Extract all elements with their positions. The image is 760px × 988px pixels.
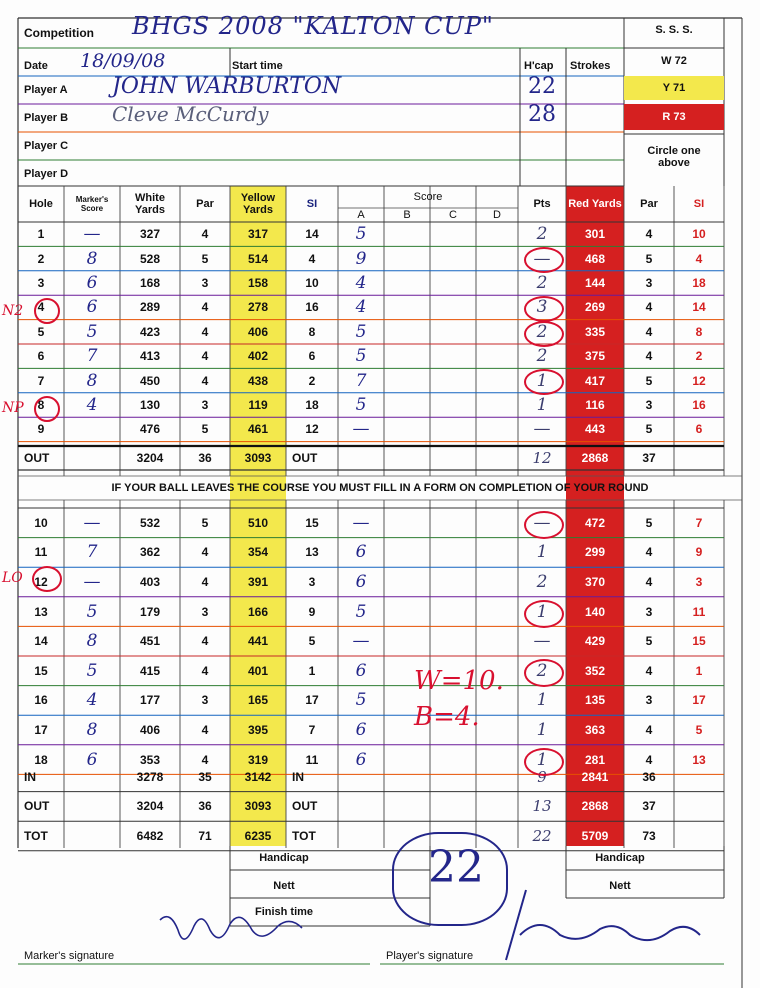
cell-a: 5 (355, 601, 367, 622)
cell-red: 281 (584, 752, 606, 767)
cell-a: 5 (355, 346, 367, 367)
cell-marker: 8 (86, 370, 98, 391)
cell-pts: 1 (536, 542, 548, 563)
cell-par: 3 (201, 397, 209, 412)
cell-yellow: 119 (248, 397, 268, 412)
cell-rsi: 18 (692, 275, 706, 290)
cell-yellow: 3093 (244, 451, 272, 465)
cell-marker: 6 (86, 297, 98, 318)
circled-total: 22 (428, 842, 484, 893)
annotation-n2: N2 (2, 303, 24, 319)
cell-rsi: 4 (695, 251, 703, 266)
cell-white: 532 (139, 515, 161, 530)
cell-rpar: 3 (645, 275, 653, 290)
player-name: Cleve McCurdy (112, 102, 269, 126)
cell-yellow: 317 (247, 227, 269, 242)
cell-white: 406 (139, 722, 161, 737)
cell-si: IN (292, 769, 304, 784)
cell-rsi: 14 (692, 300, 706, 315)
cell-a: 6 (355, 571, 367, 592)
cell-rsi: 13 (692, 752, 706, 767)
annotation-w: W=10. (414, 666, 504, 696)
cell-pts: 1 (536, 394, 548, 415)
cell-rsi: 7 (695, 515, 703, 530)
sss-yellow: Y 71 (624, 76, 724, 100)
cell-a: 5 (355, 394, 367, 415)
cell-par: 4 (201, 663, 209, 678)
column-header-a: A (357, 209, 365, 221)
cell-rpar: 5 (645, 373, 653, 388)
cell-white: 423 (139, 324, 161, 339)
cell-rpar: 4 (645, 227, 653, 242)
cell-red: 2868 (581, 451, 609, 465)
player-label: Player B (24, 112, 69, 124)
cell-red: 472 (584, 515, 606, 530)
column-header-c: C (449, 209, 457, 221)
cell-white: 353 (139, 752, 161, 767)
cell-a: — (352, 631, 370, 652)
cell-red: 2841 (581, 769, 609, 784)
cell-red: 135 (584, 693, 606, 708)
cell-rpar: 4 (645, 722, 653, 737)
cell-yellow: 461 (247, 422, 269, 437)
cell-pts: 3 (536, 297, 548, 318)
cell-rpar: 4 (645, 324, 653, 339)
sss-label: S. S. S. (655, 24, 693, 36)
handicap-label: Handicap (259, 852, 309, 864)
warning-text: IF YOUR BALL LEAVES THE COURSE YOU MUST FILL IN A FORM ON COMPLETION OF YOUR ROUND (111, 482, 649, 494)
cell-marker: — (83, 571, 101, 592)
cell-rpar: 36 (642, 769, 656, 784)
cell-hole: 18 (34, 752, 48, 767)
cell-yellow: 3093 (244, 799, 272, 814)
cell-white: 179 (139, 604, 161, 619)
cell-pts: 13 (532, 797, 552, 816)
cell-par: 5 (201, 422, 209, 437)
cell-pts: 2 (536, 224, 548, 245)
cell-rpar: 3 (645, 397, 653, 412)
cell-hole: 1 (37, 227, 45, 242)
column-header-pts: Pts (533, 198, 551, 210)
cell-si: 13 (305, 545, 319, 560)
cell-red: 5709 (581, 828, 609, 843)
cell-red: 363 (584, 722, 606, 737)
cell-hole: TOT (24, 828, 48, 843)
cell-white: 3204 (136, 451, 164, 465)
competition-label: Competition (24, 26, 94, 40)
cell-red: 269 (584, 300, 606, 315)
cell-pts: — (533, 631, 551, 652)
column-header-hole: Hole (29, 198, 53, 210)
cell-a: 6 (355, 719, 367, 740)
cell-red: 116 (585, 397, 605, 412)
cell-pts: 2 (536, 321, 548, 342)
cell-par: 4 (201, 574, 209, 589)
cell-marker: 4 (86, 690, 98, 711)
cell-par: 4 (201, 752, 209, 767)
cell-si: 17 (305, 693, 319, 708)
cell-pts: 1 (536, 719, 548, 740)
cell-white: 3278 (136, 769, 164, 784)
cell-marker: 8 (86, 719, 98, 740)
cell-red: 2868 (581, 799, 609, 814)
cell-par: 4 (201, 227, 209, 242)
cell-hole: 17 (34, 722, 48, 737)
player-signature-label: Player's signature (386, 950, 474, 962)
column-header-yellow-yards: Yellow Yards (240, 192, 276, 216)
cell-yellow: 278 (247, 300, 269, 315)
cell-pts: 2 (536, 571, 548, 592)
cell-pts: 2 (536, 660, 548, 681)
cell-pts: 2 (536, 272, 548, 293)
hole-4-circle (34, 298, 60, 324)
cell-yellow: 514 (247, 251, 269, 266)
cell-rsi: 3 (695, 574, 703, 589)
cell-rpar: 37 (642, 451, 656, 465)
column-header-b: B (403, 209, 411, 221)
player-label: Player C (24, 140, 69, 152)
cell-white: 451 (139, 634, 161, 649)
cell-white: 327 (139, 227, 161, 242)
cell-par: 4 (201, 324, 209, 339)
cell-marker: 8 (86, 248, 98, 269)
cell-yellow: 354 (247, 545, 269, 560)
cell-red: 443 (584, 422, 606, 437)
cell-si: 12 (305, 422, 319, 437)
cell-par: 3 (201, 275, 209, 290)
cell-pts: 1 (536, 370, 548, 391)
cell-hole: 3 (37, 275, 45, 290)
cell-red: 417 (584, 373, 606, 388)
cell-rpar: 4 (645, 545, 653, 560)
cell-hole: 10 (34, 515, 48, 530)
strokes-label: Strokes (570, 60, 611, 72)
cell-pts: 22 (532, 826, 552, 845)
cell-yellow: 441 (247, 634, 269, 649)
cell-par: 71 (198, 828, 212, 843)
cell-yellow: 438 (247, 373, 269, 388)
cell-rpar: 5 (645, 515, 653, 530)
cell-hole: 8 (37, 397, 45, 412)
cell-yellow: 510 (247, 515, 269, 530)
cell-par: 5 (201, 515, 209, 530)
hole-8-circle (34, 396, 60, 422)
start-time-label: Start time (232, 60, 283, 72)
cell-rpar: 73 (642, 828, 656, 843)
cell-pts: 1 (536, 749, 548, 770)
cell-red: 301 (584, 227, 606, 242)
cell-white: 415 (139, 663, 161, 678)
cell-si: 4 (308, 251, 316, 266)
cell-rsi: 17 (692, 693, 706, 708)
cell-si: 5 (308, 634, 316, 649)
cell-yellow: 395 (247, 722, 269, 737)
cell-white: 476 (139, 422, 161, 437)
annotation-b: B=4. (414, 702, 480, 732)
marker-signature-label: Marker's signature (24, 950, 115, 962)
cell-rsi: 8 (695, 324, 703, 339)
column-header-score: Score (413, 191, 443, 203)
cell-rsi: 16 (692, 397, 706, 412)
cell-si: OUT (292, 799, 318, 814)
cell-par: 3 (201, 693, 209, 708)
column-header-red-par: Par (640, 198, 658, 210)
cell-hole: 11 (34, 545, 48, 560)
cell-rsi: 2 (695, 349, 703, 364)
cell-si: 11 (305, 752, 319, 767)
cell-par: 4 (201, 634, 209, 649)
cell-marker: 5 (86, 321, 98, 342)
cell-red: 140 (584, 604, 606, 619)
cell-yellow: 6235 (244, 828, 272, 843)
cell-si: 15 (305, 515, 319, 530)
cell-white: 6482 (136, 828, 164, 843)
cell-rpar: 4 (645, 349, 653, 364)
annotation-lo: LO (2, 570, 23, 586)
cell-rpar: 4 (645, 663, 653, 678)
cell-hole: 12 (34, 574, 48, 589)
cell-yellow: 402 (247, 349, 269, 364)
cell-red: 352 (584, 663, 606, 678)
red-nett-label: Nett (609, 880, 631, 892)
date-value: 18/09/08 (80, 50, 166, 72)
cell-rpar: 3 (645, 604, 653, 619)
cell-par: 4 (201, 300, 209, 315)
cell-si: 16 (305, 300, 319, 315)
cell-si: 8 (308, 324, 316, 339)
cell-hole: 15 (34, 663, 48, 678)
cell-par: 4 (201, 349, 209, 364)
annotation-np: NP (2, 400, 24, 416)
cell-rsi: 6 (695, 422, 703, 437)
cell-rpar: 5 (645, 634, 653, 649)
cell-par: 4 (201, 722, 209, 737)
cell-hole: 6 (37, 349, 45, 364)
cell-white: 362 (139, 545, 161, 560)
cell-red: 299 (584, 545, 606, 560)
cell-pts: 9 (537, 767, 547, 786)
cell-red: 429 (584, 634, 606, 649)
cell-hole: 16 (34, 693, 48, 708)
column-header-marker-score: Marker's Score (75, 195, 109, 213)
cell-red: 335 (584, 324, 606, 339)
cell-rsi: 11 (692, 604, 706, 619)
cell-red: 144 (584, 275, 606, 290)
cell-si: 1 (308, 663, 316, 678)
column-header-d: D (493, 209, 501, 221)
cell-rpar: 37 (642, 799, 656, 814)
cell-pts: — (533, 419, 551, 440)
cell-rpar: 4 (645, 574, 653, 589)
cell-a: — (352, 419, 370, 440)
cell-pts: 12 (532, 449, 552, 467)
hcap-label: H'cap (524, 60, 554, 72)
cell-si: 14 (305, 227, 319, 242)
cell-si: TOT (292, 828, 316, 843)
cell-yellow: 406 (247, 324, 269, 339)
cell-par: 36 (198, 451, 212, 465)
cell-white: 403 (139, 574, 161, 589)
cell-si: 6 (308, 349, 316, 364)
sss-red: R 73 (624, 104, 724, 130)
cell-rpar: 5 (645, 422, 653, 437)
finish-time-label: Finish time (254, 906, 314, 918)
cell-red: 370 (584, 574, 606, 589)
cell-yellow: 319 (247, 752, 269, 767)
cell-par: 4 (201, 373, 209, 388)
cell-yellow: 401 (247, 663, 269, 678)
cell-yellow: 158 (247, 275, 269, 290)
sss-white: W 72 (661, 55, 687, 67)
cell-rpar: 5 (645, 251, 653, 266)
cell-a: 5 (355, 224, 367, 245)
column-header-red-yards: Red Yards (568, 198, 622, 210)
cell-pts: 1 (536, 601, 548, 622)
cell-hole: 5 (37, 324, 45, 339)
hole-12-circle (32, 566, 62, 592)
cell-hole: 7 (37, 373, 45, 388)
red-handicap-label: Handicap (595, 852, 645, 864)
player-hcap: 28 (528, 102, 556, 127)
cell-si: 10 (305, 275, 319, 290)
competition-value: BHGS 2008 "KALTON CUP" (132, 12, 494, 40)
column-header-red-si: SI (693, 198, 705, 210)
cell-hole: OUT (24, 451, 50, 465)
cell-hole: OUT (24, 799, 50, 814)
cell-white: 177 (139, 693, 161, 708)
cell-rpar: 4 (645, 300, 653, 315)
cell-hole: 13 (34, 604, 48, 619)
cell-marker: 5 (86, 601, 98, 622)
cell-rsi: 1 (695, 663, 703, 678)
player-hcap: 22 (528, 74, 556, 99)
cell-hole: IN (24, 769, 36, 784)
cell-marker: — (83, 512, 101, 533)
cell-par: 3 (201, 604, 209, 619)
cell-a: 7 (355, 370, 367, 391)
cell-white: 130 (139, 397, 161, 412)
date-label: Date (24, 60, 48, 72)
cell-a: 4 (355, 272, 367, 293)
cell-pts: — (533, 248, 551, 269)
cell-white: 168 (139, 275, 161, 290)
cell-marker: 6 (86, 749, 98, 770)
cell-si: 9 (308, 604, 316, 619)
cell-marker: 6 (86, 272, 98, 293)
cell-rsi: 10 (692, 227, 706, 242)
cell-si: OUT (292, 451, 318, 465)
cell-si: 3 (308, 574, 316, 589)
cell-a: 6 (355, 542, 367, 563)
cell-pts: — (533, 512, 551, 533)
cell-par: 4 (201, 545, 209, 560)
cell-yellow: 165 (247, 693, 269, 708)
cell-rsi: 12 (692, 373, 706, 388)
cell-white: 413 (139, 349, 161, 364)
cell-red: 468 (584, 251, 606, 266)
nett-label: Nett (273, 880, 295, 892)
cell-a: 4 (355, 297, 367, 318)
cell-a: 6 (355, 749, 367, 770)
cell-rsi: 15 (692, 634, 706, 649)
cell-hole: 2 (37, 251, 45, 266)
cell-hole: 4 (37, 300, 45, 315)
column-header-white-yards: White Yards (135, 192, 165, 216)
cell-yellow: 3142 (244, 769, 272, 784)
cell-par: 5 (201, 251, 209, 266)
cell-white: 289 (139, 300, 161, 315)
circle-note: Circle one above (647, 145, 701, 169)
cell-rsi: 5 (695, 722, 703, 737)
cell-par: 36 (198, 799, 212, 814)
cell-marker: 5 (86, 660, 98, 681)
cell-a: 5 (355, 690, 367, 711)
cell-a: 5 (355, 321, 367, 342)
cell-si: 2 (308, 373, 316, 388)
cell-marker: 4 (86, 394, 98, 415)
cell-pts: 2 (536, 346, 548, 367)
cell-a: — (352, 512, 370, 533)
cell-a: 9 (355, 248, 367, 269)
player-label: Player D (24, 168, 69, 180)
cell-marker: 7 (86, 542, 98, 563)
cell-marker: — (83, 224, 101, 245)
cell-hole: 9 (37, 422, 45, 437)
column-header-si: SI (306, 198, 318, 210)
cell-si: 18 (305, 397, 319, 412)
cell-hole: 14 (34, 634, 48, 649)
player-name: JOHN WARBURTON (112, 74, 342, 99)
cell-marker: 8 (86, 631, 98, 652)
cell-a: 6 (355, 660, 367, 681)
cell-white: 450 (139, 373, 161, 388)
cell-si: 7 (308, 722, 316, 737)
column-header-par: Par (196, 198, 214, 210)
player-label: Player A (24, 84, 68, 96)
cell-white: 3204 (136, 799, 164, 814)
cell-par: 35 (198, 769, 212, 784)
cell-yellow: 391 (247, 574, 269, 589)
cell-rpar: 4 (645, 752, 653, 767)
cell-yellow: 166 (247, 604, 269, 619)
cell-rsi: 9 (695, 545, 703, 560)
cell-red: 375 (584, 349, 606, 364)
cell-marker: 7 (86, 346, 98, 367)
cell-rpar: 3 (645, 693, 653, 708)
cell-white: 528 (139, 251, 161, 266)
cell-pts: 1 (536, 690, 548, 711)
